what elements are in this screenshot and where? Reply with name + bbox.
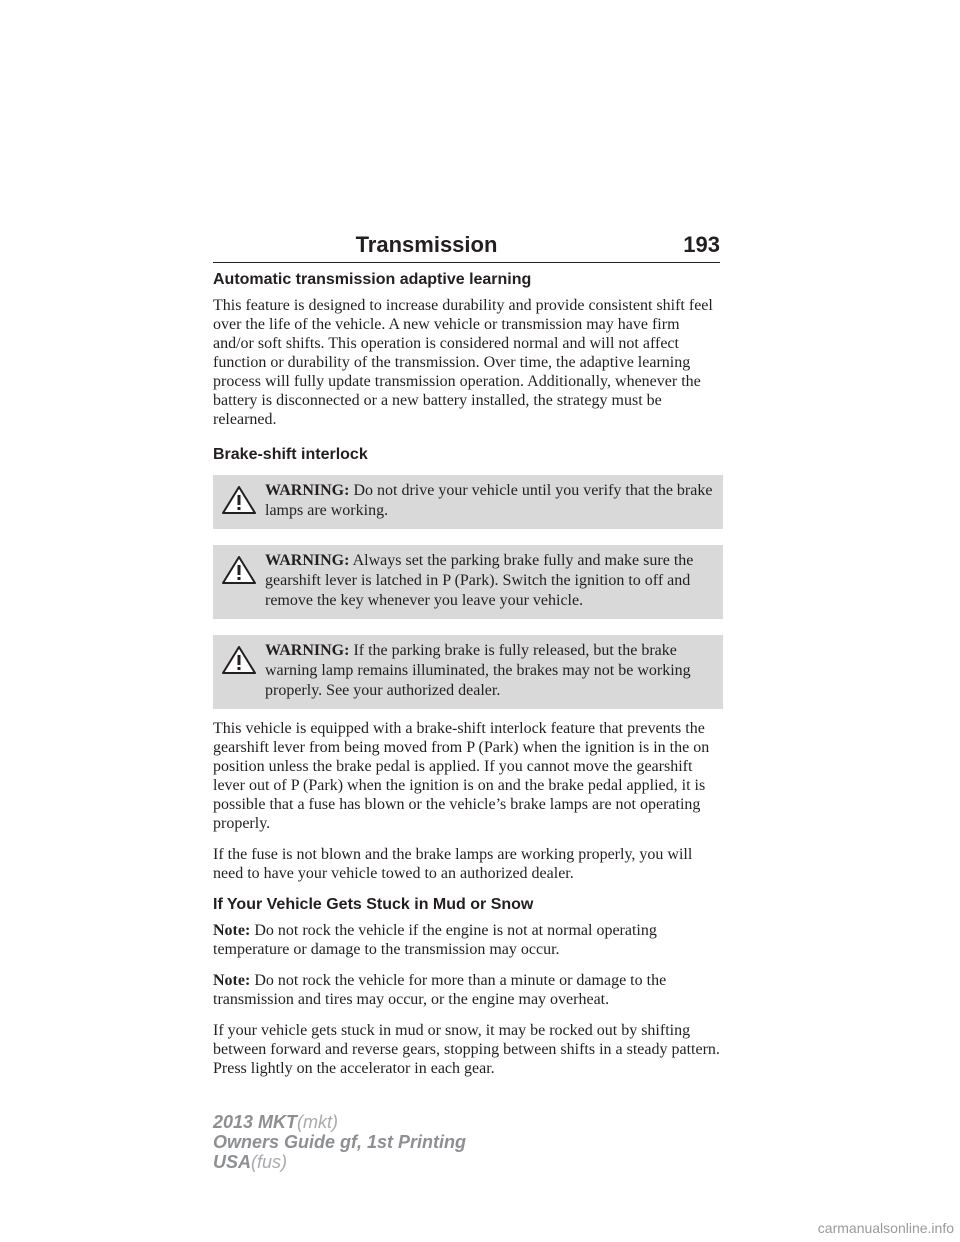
footer-model-code: (mkt)	[297, 1112, 339, 1132]
page-number: 193	[683, 232, 720, 257]
warning-triangle-icon	[221, 485, 257, 515]
footer-market-code: (fus)	[251, 1152, 288, 1172]
warning-box-2	[213, 545, 723, 619]
page-header	[213, 232, 720, 263]
warning-label: WARNING:	[265, 642, 350, 659]
note-2	[213, 971, 723, 1009]
paragraph-adaptive-learning: This feature is designed to increase durability and provide consistent shift feel over the life of the vehicle. A new vehicle or transmission may have firm and/or soft shifts. This operation is considered normal and will not affect function or durability of the transmission. Over time, the adaptive learning process will fully update transmission operation. Additionally, whenever the battery is disconnected or a new battery installed, the strategy must be relearned.	[213, 297, 713, 428]
paragraph-fuse-not-blown: If the fuse is not blown and the brake lamps are working properly, you will need to have your vehicle towed to an authorized dealer.	[213, 846, 693, 882]
note-text: Do not rock the vehicle if the engine is not at normal operating temperature or damage to the transmission may occur.	[213, 922, 657, 958]
footer-model: 2013 MKT	[213, 1112, 298, 1132]
warning-box-1	[213, 475, 723, 529]
page-content	[213, 270, 723, 1090]
warning-text: Do not drive your vehicle until you verify that the brake lamps are working.	[265, 482, 713, 519]
heading-brake-shift-interlock: Brake-shift interlock	[213, 446, 368, 463]
heading-adaptive-learning: Automatic transmission adaptive learning	[213, 271, 532, 288]
warning-text: If the parking brake is fully released, but the brake warning lamp remains illuminated, the brakes may not be working properly. See your authorized dealer.	[265, 642, 691, 699]
watermark: carmanualsonline.info	[817, 1220, 954, 1236]
note-label: Note:	[213, 972, 251, 989]
warning-label: WARNING:	[265, 482, 350, 499]
warning-label: WARNING:	[265, 552, 350, 569]
note-text: Do not rock the vehicle for more than a minute or damage to the transmission and tires may occur, or the engine may overheat.	[213, 972, 667, 1008]
document-footer	[213, 1112, 466, 1172]
warning-triangle-icon	[221, 555, 257, 585]
heading-stuck-in-mud-or-snow: If Your Vehicle Gets Stuck in Mud or Snow	[213, 896, 534, 913]
warning-box-3	[213, 635, 723, 709]
paragraph-rocking-vehicle: If your vehicle gets stuck in mud or snow, it may be rocked out by shifting between forward and reverse gears, stopping between shifts in a steady pattern. Press lightly on the accelerator in each gear.	[213, 1022, 720, 1077]
paragraph-interlock-description: This vehicle is equipped with a brake-shift interlock feature that prevents the gearshift lever from being moved from P (Park) when the ignition is in the on position unless the brake pedal is applied. If you cannot move the gearshift lever out of P (Park) when the ignition is on and the brake pedal applied, it is possible that a fuse has blown or the vehicle’s brake lamps are not operating properly.	[213, 720, 710, 832]
footer-guide-info: Owners Guide gf, 1st Printing	[213, 1132, 467, 1152]
section-title: Transmission	[355, 232, 498, 257]
footer-market: USA	[213, 1152, 252, 1172]
warning-triangle-icon	[221, 645, 257, 675]
note-1	[213, 921, 723, 959]
warning-text: Always set the parking brake fully and make sure the gearshift lever is latched in P (Park). Switch the ignition to off and remove the key whenever you leave your vehicle.	[265, 552, 694, 609]
note-label: Note:	[213, 922, 251, 939]
